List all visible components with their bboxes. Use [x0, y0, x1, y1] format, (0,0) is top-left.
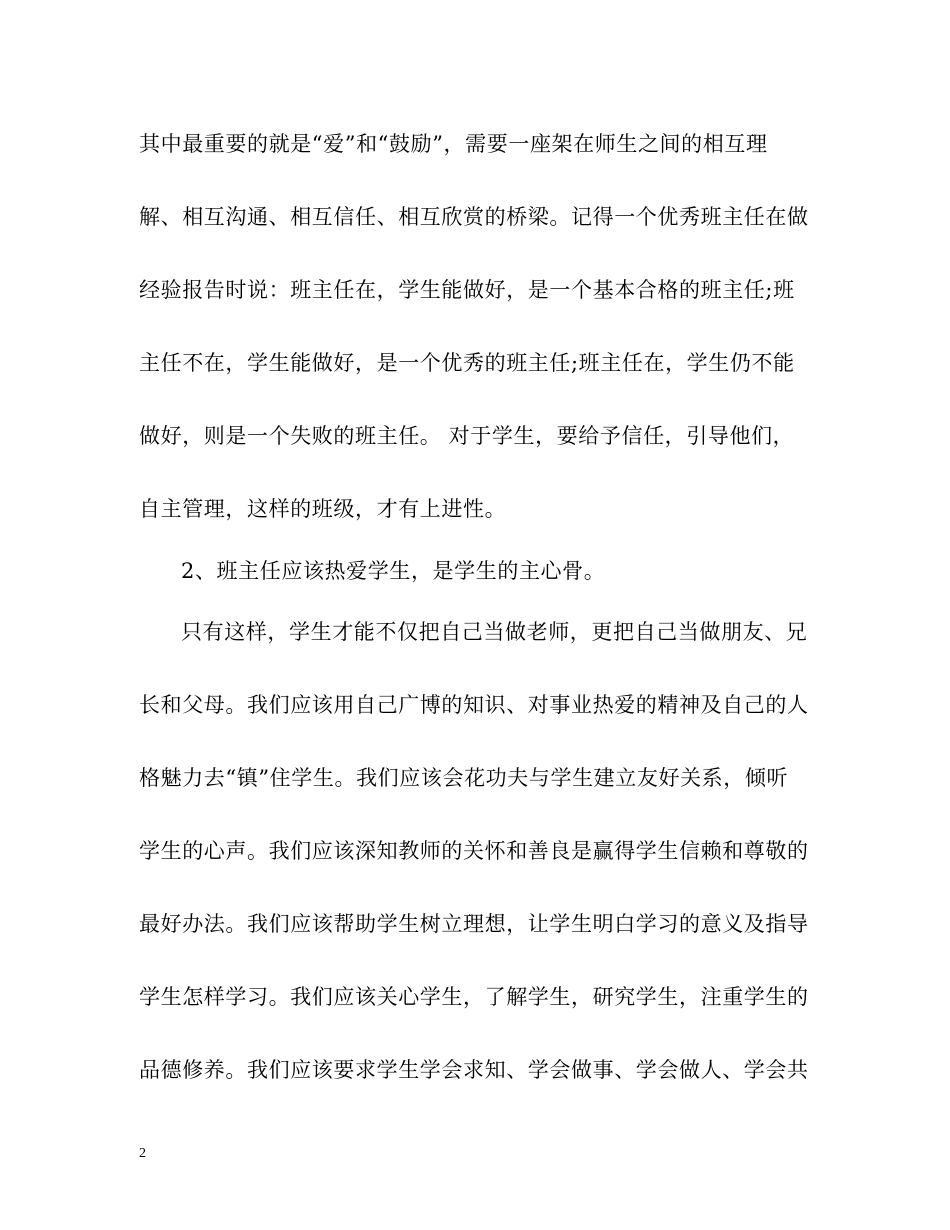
body-text-line: 自主管理，这样的班级，才有上进性。 [139, 497, 507, 521]
body-text-line: 学生怎样学习。我们应该关心学生，了解学生，研究学生，注重学生的 [139, 985, 809, 1009]
body-text-line: 做好，则是一个失败的班主任。 对于学生，要给予信任，引导他们， [139, 424, 795, 448]
body-text-line: 格魅力去“镇”住学生。我们应该会花功夫与学生建立友好关系，倾听 [139, 766, 789, 790]
body-text-line: 解、相互沟通、相互信任、相互欣赏的桥梁。记得一个优秀班主任在做 [139, 205, 809, 229]
body-text-line: 最好办法。我们应该帮助学生树立理想，让学生明白学习的意义及指导 [139, 912, 809, 936]
body-text-line: 经验报告时说：班主任在，学生能做好，是一个基本合格的班主任;班 [139, 278, 795, 302]
body-text-line: 学生的心声。我们应该深知教师的关怀和善良是赢得学生信赖和尊敬的 [139, 839, 809, 863]
body-text-line: 品德修养。我们应该要求学生学会求知、学会做事、学会做人、学会共 [139, 1058, 809, 1082]
section-heading: 2、班主任应该热爱学生，是学生的主心骨。 [181, 559, 606, 583]
page-number: 2 [139, 1146, 146, 1161]
body-text-line: 主任不在，学生能做好，是一个优秀的班主任;班主任在，学生仍不能 [139, 351, 795, 375]
paragraph-first-line: 只有这样，学生才能不仅把自己当做老师，更把自己当做朋友、兄 [181, 620, 808, 644]
body-text-line: 其中最重要的就是“爱”和“鼓励”，需要一座架在师生之间的相互理 [139, 132, 768, 156]
body-text-line: 长和父母。我们应该用自己广博的知识、对事业热爱的精神及自己的人 [139, 693, 809, 717]
